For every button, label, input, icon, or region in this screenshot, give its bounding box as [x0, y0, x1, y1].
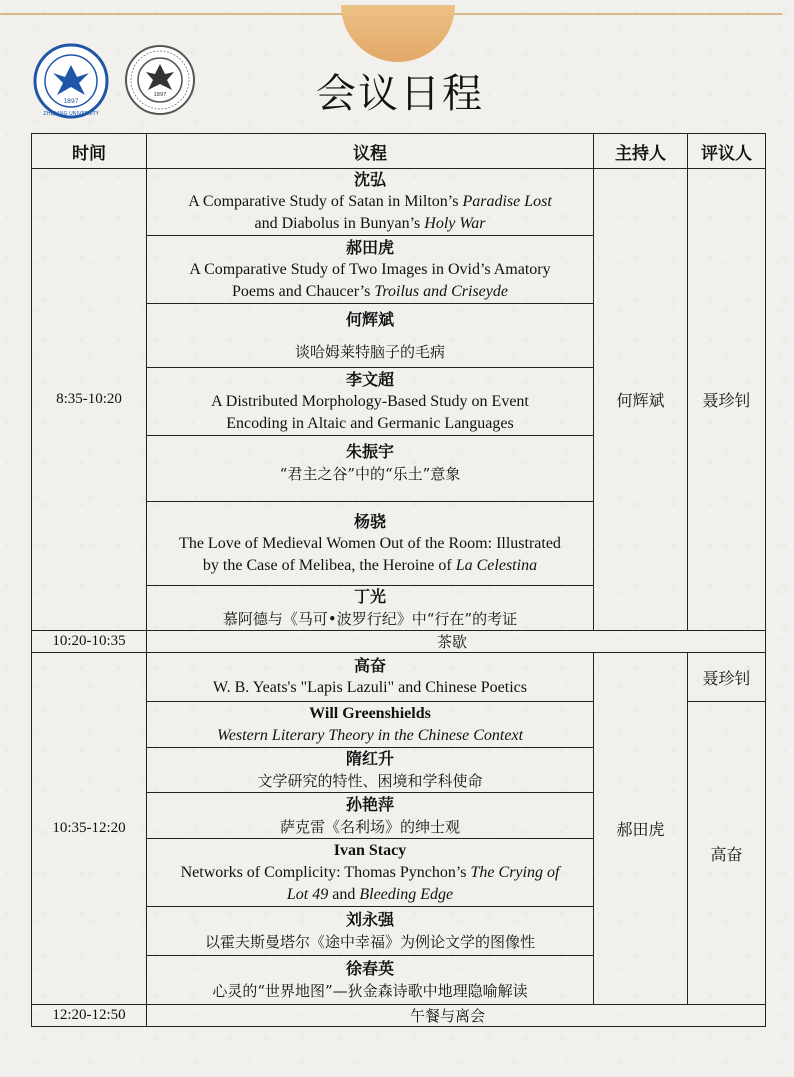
talk-title: A Distributed Morphology-Based Study on Event — [211, 392, 529, 410]
session2-chair: 郝田虎 — [594, 653, 688, 1005]
session1-discussant: 聂珍钊 — [688, 169, 766, 631]
talk-title: 慕阿德与《马可•波罗行纪》中“行在”的考证 — [222, 610, 518, 628]
session2-discussant-1: 聂珍钊 — [688, 653, 766, 702]
talk-title: 萨克雷《名利场》的绅士观 — [279, 817, 460, 836]
speaker-name: 丁光 — [353, 587, 386, 606]
header-row — [32, 134, 766, 169]
speaker-name: 徐春英 — [345, 959, 394, 978]
agenda-item — [147, 653, 594, 702]
session1-chair: 何辉斌 — [594, 169, 688, 631]
agenda-item — [147, 956, 594, 1005]
talk-title: 谈哈姆莱特脑子的毛病 — [294, 342, 445, 361]
speaker-name: 李文超 — [345, 369, 394, 389]
speaker-name: Will Greenshields — [309, 704, 431, 722]
agenda-item — [147, 169, 594, 236]
school-seal-logo — [124, 44, 196, 116]
agenda-item — [147, 436, 594, 502]
zhejiang-university-logo — [33, 43, 109, 119]
table-row — [32, 653, 766, 702]
speaker-name: 高奋 — [353, 656, 386, 675]
talk-title: W. B. Yeats's "Lapis Lazuli" and Chinese Poetics — [213, 679, 527, 696]
speaker-name: 杨骁 — [353, 511, 386, 531]
talk-title: Lot 49 and Bleeding Edge — [286, 885, 454, 903]
talk-title: Encoding in Altaic and Germanic Languages — [226, 414, 514, 432]
talk-title: Poems and Chaucer’s Troilus and Criseyde — [232, 282, 508, 300]
talk-title: 心灵的“世界地图”—狄金森诗歌中地理隐喻解读 — [212, 982, 528, 1000]
speaker-name: 朱振宇 — [345, 441, 394, 461]
break-label: 茶歇 — [147, 631, 766, 653]
speaker-name: 郝田虎 — [345, 237, 394, 257]
header-discussant: 评议人 — [688, 134, 766, 169]
speaker-name: 刘永强 — [345, 910, 394, 929]
speaker-name: Ivan Stacy — [333, 841, 407, 859]
svg-text:1897: 1897 — [153, 92, 167, 98]
talk-title: Western Literary Theory in the Chinese Context — [216, 726, 524, 744]
talk-title: A Comparative Study of Satan in Milton’s Paradise Lost — [188, 193, 552, 210]
speaker-name: 沈弘 — [353, 170, 386, 189]
header-agenda: 议程 — [147, 134, 594, 169]
header-chair: 主持人 — [594, 134, 688, 169]
session2-discussant-2: 高奋 — [688, 702, 766, 1005]
agenda-item — [147, 502, 594, 586]
speaker-name: 隋红升 — [345, 749, 394, 768]
talk-title: “君主之谷”中的“乐土”意象 — [279, 464, 461, 483]
speaker-name: 孙艳萍 — [345, 794, 394, 814]
talk-title: by the Case of Melibea, the Heroine of La Celestina — [202, 556, 538, 574]
agenda-item — [147, 907, 594, 956]
agenda-item — [147, 793, 594, 839]
lunch-row — [32, 1005, 766, 1027]
agenda-item — [147, 236, 594, 304]
talk-title: 文学研究的特性、困境和学科使命 — [257, 772, 483, 790]
half-sun-decoration — [341, 5, 455, 62]
break-row — [32, 631, 766, 653]
page-title: 会议日程 — [316, 71, 484, 117]
lunch-label: 午餐与离会 — [147, 1005, 766, 1027]
session1-time: 8:35-10:20 — [32, 169, 147, 631]
agenda-item — [147, 304, 594, 368]
talk-title: The Love of Medieval Women Out of the Room: Illustrated — [179, 534, 561, 552]
header-time: 时间 — [32, 134, 147, 169]
table-row — [32, 169, 766, 236]
session2-time: 10:35-12:20 — [32, 653, 147, 1005]
talk-title: Networks of Complicity: Thomas Pynchon’s The Crying of — [180, 863, 560, 881]
agenda-item — [147, 702, 594, 748]
agenda-item — [147, 368, 594, 436]
agenda-item — [147, 839, 594, 907]
break-time: 10:20-10:35 — [32, 631, 147, 653]
speaker-name: 何辉斌 — [345, 309, 394, 329]
schedule-table — [31, 133, 766, 1027]
talk-title: and Diabolus in Bunyan’s Holy War — [254, 215, 486, 232]
svg-text:1897: 1897 — [63, 98, 79, 105]
lunch-time: 12:20-12:50 — [32, 1005, 147, 1027]
agenda-item — [147, 748, 594, 793]
agenda-item — [147, 586, 594, 631]
svg-text:ZHEJIANG UNIVERSITY: ZHEJIANG UNIVERSITY — [43, 111, 99, 117]
talk-title: 以霍夫斯曼塔尔《途中幸福》为例论文学的图像性 — [204, 933, 535, 951]
talk-title: A Comparative Study of Two Images in Ovid’s Amatory — [189, 260, 551, 278]
